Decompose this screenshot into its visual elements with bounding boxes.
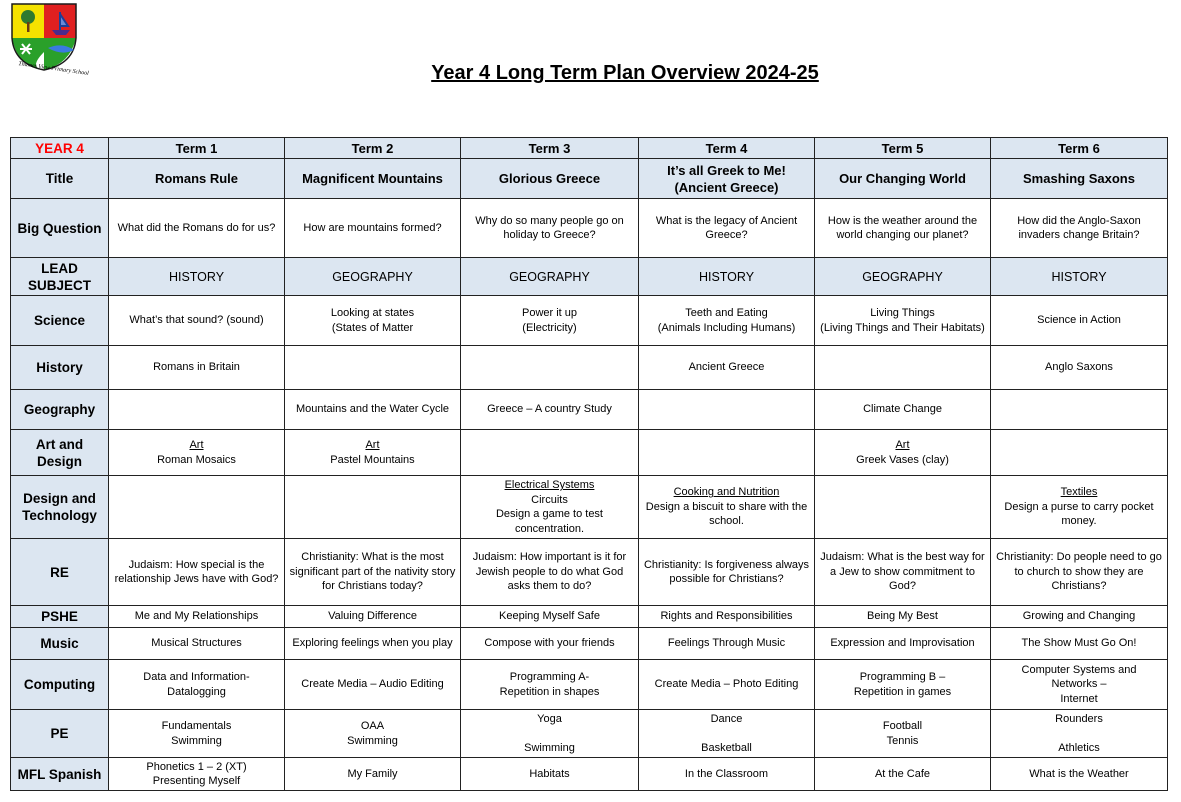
re-term-4 [639,539,815,606]
music-term-2 [285,628,461,660]
design-and-technology-term-5 [815,476,991,539]
geography-term-6 [991,390,1168,430]
pshe-term-3 [461,606,639,628]
cell-line: Science in Action [1037,314,1121,327]
cell-line: Ancient Greece [688,361,765,374]
row-design-and-technology [11,476,1168,539]
re-term-1 [109,539,285,606]
cell-line: Networks – [1051,678,1107,691]
cell-line: It’s all Greek to Me! [667,162,786,178]
pe-term-5 [815,710,991,758]
row-label-mfl-spanish: MFL Spanish [11,758,109,791]
cell-line: Rounders [1055,712,1103,725]
row-mfl-spanish [11,758,1168,791]
row-history [11,346,1168,390]
title-term-4 [639,159,815,199]
cell-line: (Living Things and Their Habitats) [820,321,985,334]
row-label-geography: Geography [11,390,109,430]
cell-line: How did the Anglo-Saxon invaders change Britain? [1017,214,1141,241]
row-label-title: Title [11,159,109,199]
music-term-6 [991,628,1168,660]
term-header-2: Term 2 [285,138,461,159]
row-label-pe: PE [11,710,109,758]
title-term-1 [109,159,285,199]
cell-line: In the Classroom [684,767,769,780]
mfl-spanish-term-4 [639,758,815,791]
row-big-question [11,199,1168,258]
cell-line: My Family [347,767,398,780]
cell-line: Design a game to test concentration. [495,508,603,535]
science-term-4 [639,296,815,346]
mfl-spanish-term-3 [461,758,639,791]
row-geography [11,390,1168,430]
row-label-computing: Computing [11,660,109,710]
cell-line: What is the legacy of Ancient Greece? [655,214,798,241]
cell-line: Our Changing World [839,171,966,186]
history-term-5 [815,346,991,390]
lead-subject-term-3 [461,258,639,296]
cell-line: Christianity: Do people need to go to church to show they are Christians? [996,551,1162,593]
row-lead-subject [11,258,1168,296]
title-term-2 [285,159,461,199]
history-term-6 [991,346,1168,390]
mfl-spanish-term-6 [991,758,1168,791]
term-header-6: Term 6 [991,138,1168,159]
cell-line: Living Things [870,307,935,319]
mfl-spanish-term-5 [815,758,991,791]
big-question-term-2 [285,199,461,258]
cell-line: Cooking and Nutrition [673,486,780,499]
big-question-term-5 [815,199,991,258]
art-and-design-term-4 [639,430,815,476]
title-term-3 [461,159,639,199]
pe-term-1 [109,710,285,758]
cell-line: Christianity: Is forgiveness always possible for Christians? [643,558,810,585]
row-label-pshe: PSHE [11,606,109,628]
pe-term-3 [461,710,639,758]
cell-line: Phonetics 1 – 2 (XT) [146,760,247,773]
row-label-science: Science [11,296,109,346]
cell-line: Teeth and Eating [685,307,768,319]
design-and-technology-term-1 [109,476,285,539]
history-term-1 [109,346,285,390]
cell-line: Programming A- [509,671,590,683]
cell-line: Design a biscuit to share with the school. [645,500,808,528]
cell-line: Power it up [521,307,578,319]
cell-line: How is the weather around the world changing our planet? [827,214,978,241]
cell-line: The Show Must Go On! [1021,637,1137,650]
cell-line: Mountains and the Water Cycle [295,403,450,416]
music-term-1 [109,628,285,660]
year-label: YEAR 4 [11,138,109,159]
row-art-and-design [11,430,1168,476]
cell-line: Expression and Improvisation [830,637,975,650]
lead-subject-term-1 [109,258,285,296]
term-header-5: Term 5 [815,138,991,159]
cell-line: Internet [1060,692,1098,705]
row-computing [11,660,1168,710]
cell-line: Electrical Systems [504,479,595,491]
history-term-2 [285,346,461,390]
long-term-plan-table [10,137,1168,791]
re-term-3 [461,539,639,606]
cell-line: Football [882,720,923,732]
cell-line: Repetition in games [853,685,952,698]
music-term-3 [461,628,639,660]
cell-line: Looking at states [330,307,415,319]
cell-line: Computer Systems and [1021,663,1137,676]
design-and-technology-term-6 [991,476,1168,539]
row-label-design-and-technology: Design and Technology [11,476,109,539]
cell-line: Glorious Greece [498,171,601,186]
cell-line: Christianity: What is the most significant part of the nativity story for Christians today? [289,551,456,593]
cell-line: Pastel Mountains [330,453,415,466]
computing-term-5 [815,660,991,710]
header-row [11,138,1168,159]
cell-line: Habitats [529,767,570,780]
term-header-4: Term 4 [639,138,815,159]
cell-line: Roman Mosaics [157,453,236,466]
cell-line: Me and My Relationships [134,610,259,623]
computing-term-1 [109,660,285,710]
row-pshe [11,606,1168,628]
pshe-term-2 [285,606,461,628]
school-name: Thames View Primary School [17,61,90,77]
history-term-4 [639,346,815,390]
science-term-2 [285,296,461,346]
cell-line [995,726,1163,741]
pshe-term-4 [639,606,815,628]
geography-term-3 [461,390,639,430]
pe-term-4 [639,710,815,758]
science-term-3 [461,296,639,346]
lead-subject-term-2 [285,258,461,296]
cell-line: Athletics [1058,741,1100,754]
geography-term-4 [639,390,815,430]
cell-line: At the Cafe [874,767,931,780]
cell-line: Anglo Saxons [1045,361,1113,374]
pshe-term-6 [991,606,1168,628]
cell-line: How are mountains formed? [303,221,442,234]
geography-term-1 [109,390,285,430]
cell-line: Being My Best [867,610,938,623]
cell-line: Greek Vases (clay) [856,453,949,466]
cell-line: Musical Structures [151,637,242,650]
cell-line: What’s that sound? (sound) [129,314,264,327]
cell-line: Basketball [701,741,752,754]
cell-line: Repetition in shapes [499,685,600,698]
cell-line: Circuits [531,493,568,506]
cell-line: Growing and Changing [1022,610,1136,623]
term-header-1: Term 1 [109,138,285,159]
cell-line: Judaism: How important is it for Jewish people to do what God asks them to do? [472,551,627,593]
title-term-6 [991,159,1168,199]
row-label-lead-subject: LEAD SUBJECT [11,258,109,296]
re-term-6 [991,539,1168,606]
art-and-design-term-3 [461,430,639,476]
cell-line: Smashing Saxons [1023,171,1135,186]
row-label-history: History [11,346,109,390]
design-and-technology-term-2 [285,476,461,539]
big-question-term-6 [991,199,1168,258]
cell-line: GEOGRAPHY [862,269,943,284]
science-term-6 [991,296,1168,346]
cell-line: Yoga [537,712,562,725]
computing-term-6 [991,660,1168,710]
cell-line: Compose with your friends [484,637,615,650]
term-header-3: Term 3 [461,138,639,159]
cell-line: HISTORY [168,269,225,284]
cell-line: Exploring feelings when you play [292,637,453,650]
cell-line: Create Media – Audio Editing [301,678,444,691]
cell-line: Magnificent Mountains [302,171,443,186]
art-and-design-term-1 [109,430,285,476]
cell-line: Programming B – [859,671,946,683]
cell-line: Valuing Difference [328,610,417,623]
cell-line: Textiles [1060,486,1098,499]
science-term-1 [109,296,285,346]
cell-line [643,726,810,741]
row-music [11,628,1168,660]
cell-line: Judaism: What is the best way for a Jew to show commitment to God? [820,551,985,593]
history-term-3 [461,346,639,390]
cell-line: Why do so many people go on holiday to Greece? [475,214,624,241]
cell-line: Create Media – Photo Editing [654,678,799,691]
geography-term-5 [815,390,991,430]
mfl-spanish-term-2 [285,758,461,791]
cell-line: Tennis [886,734,919,747]
cell-line: What did the Romans do for us? [117,221,276,234]
cell-line: Presenting Myself [152,775,241,787]
lead-subject-term-6 [991,258,1168,296]
cell-line: Swimming [171,734,222,747]
computing-term-4 [639,660,815,710]
art-and-design-term-6 [991,430,1168,476]
cell-line: Swimming [347,734,398,747]
art-and-design-term-2 [285,430,461,476]
row-science [11,296,1168,346]
cell-line: Romans in Britain [153,361,240,374]
cell-line: Judaism: How special is the relationship Jews have with God? [114,558,279,585]
design-and-technology-term-4 [639,476,815,539]
science-term-5 [815,296,991,346]
lead-subject-term-5 [815,258,991,296]
re-term-2 [285,539,461,606]
cell-line: (Animals Including Humans) [657,321,796,334]
cell-line: Rights and Responsibilities [660,610,793,623]
design-and-technology-term-3 [461,476,639,539]
pshe-term-1 [109,606,285,628]
music-term-5 [815,628,991,660]
title-term-5 [815,159,991,199]
pe-term-2 [285,710,461,758]
cell-line: HISTORY [698,269,755,284]
cell-line: OAA [360,720,385,732]
cell-line: GEOGRAPHY [332,269,413,284]
cell-line: Dance [710,712,743,725]
cell-line: (States of Matter [331,321,414,334]
cell-line [465,726,634,741]
cell-line: Datalogging [167,685,226,698]
cell-line: Climate Change [863,403,942,416]
cell-line: Swimming [524,741,575,754]
cell-line: (Electricity) [522,321,577,334]
geography-term-2 [285,390,461,430]
row-label-art-and-design: Art and Design [11,430,109,476]
computing-term-2 [285,660,461,710]
cell-line: Design a purse to carry pocket money. [1004,500,1154,528]
cell-line: Art [189,439,204,451]
lead-subject-term-4 [639,258,815,296]
cell-line: Data and Information- [143,671,250,683]
cell-line: Greece – A country Study [487,403,612,416]
music-term-4 [639,628,815,660]
art-and-design-term-5 [815,430,991,476]
page-title: Year 4 Long Term Plan Overview 2024-25 [431,62,819,84]
row-title [11,159,1168,199]
cell-line: What is the Weather [1029,767,1129,780]
big-question-term-4 [639,199,815,258]
cell-line: Art [895,439,910,451]
cell-line: Art [365,439,380,451]
big-question-term-3 [461,199,639,258]
cell-line: Keeping Myself Safe [499,610,600,623]
row-label-big-question: Big Question [11,199,109,258]
cell-line: GEOGRAPHY [509,269,590,284]
row-label-music: Music [11,628,109,660]
cell-line: Fundamentals [161,720,232,732]
row-label-re: RE [11,539,109,606]
pshe-term-5 [815,606,991,628]
row-pe [11,710,1168,758]
cell-line: HISTORY [1051,269,1107,284]
mfl-spanish-term-1 [109,758,285,791]
computing-term-3 [461,660,639,710]
cell-line: (Ancient Greece) [674,179,779,195]
cell-line: Feelings Through Music [667,637,786,650]
pe-term-6 [991,710,1168,758]
re-term-5 [815,539,991,606]
cell-line: Romans Rule [154,171,239,186]
big-question-term-1 [109,199,285,258]
row-re [11,539,1168,606]
